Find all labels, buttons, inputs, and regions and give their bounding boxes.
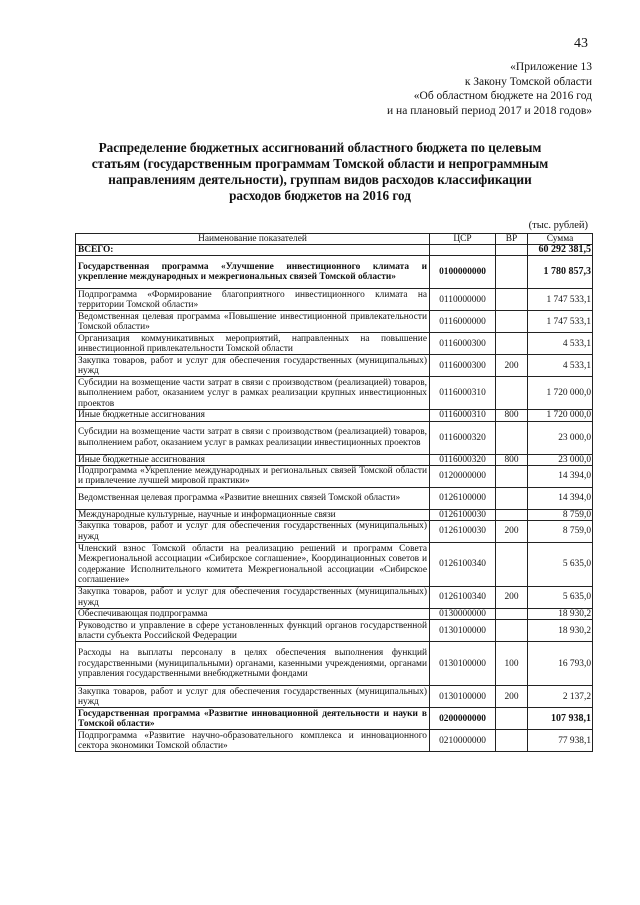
- cell-vr: [496, 708, 528, 730]
- table-body: [76, 245, 593, 752]
- cell-name: Субсидии на возмещение части затрат в связи с производством (реализацией) товаров, выполнением работ, оказанием услуг в рамках реализации инвестиционных проектов: [76, 421, 430, 454]
- table-row: [76, 454, 593, 465]
- cell-sum: 77 938,1: [528, 730, 593, 752]
- cell-csr: 0130100000: [430, 686, 496, 708]
- cell-sum: 4 533,1: [528, 333, 593, 355]
- annex-line: к Закону Томской области: [464, 75, 592, 88]
- table-row: [76, 487, 593, 509]
- cell-vr: [496, 543, 528, 587]
- table-row: [76, 620, 593, 642]
- cell-vr: 200: [496, 521, 528, 543]
- cell-vr: [496, 609, 528, 620]
- cell-sum: 18 930,2: [528, 620, 593, 642]
- cell-name: Обеспечивающая подпрограмма: [76, 609, 430, 620]
- cell-csr: 0116000310: [430, 410, 496, 421]
- table-row: [76, 730, 593, 752]
- cell-sum: 1 747 533,1: [528, 289, 593, 311]
- units-label: (тыс. рублей): [528, 220, 588, 231]
- cell-sum: 5 635,0: [528, 587, 593, 609]
- cell-sum: 1 747 533,1: [528, 311, 593, 333]
- cell-name: Руководство и управление в сфере установленных функций органов государственной власти субъекта Российской Федерации: [76, 620, 430, 642]
- cell-csr: 0116000300: [430, 333, 496, 355]
- header-csr: ЦСР: [430, 234, 496, 245]
- table-row: [76, 355, 593, 377]
- cell-vr: [496, 730, 528, 752]
- table-row: [76, 421, 593, 454]
- table-row: [76, 609, 593, 620]
- cell-name: Подпрограмма «Укрепление международных и региональных связей Томской области и привлечение лучшей мировой практики»: [76, 465, 430, 487]
- cell-name: Иные бюджетные ассигнования: [76, 454, 430, 465]
- cell-csr: 0100000000: [430, 256, 496, 289]
- cell-sum: 8 759,0: [528, 521, 593, 543]
- table-row: [76, 311, 593, 333]
- cell-name: Подпрограмма «Развитие научно-образовательного комплекса и инновационного сектора экономики Томской области»: [76, 730, 430, 752]
- title-line: направлениям деятельности), группам видов расходов классификации: [108, 172, 532, 187]
- cell-csr: 0126100340: [430, 587, 496, 609]
- cell-vr: 200: [496, 686, 528, 708]
- cell-name: Международные культурные, научные и информационные связи: [76, 509, 430, 520]
- title-line: Распределение бюджетных ассигнований областного бюджета по целевым: [98, 140, 542, 155]
- cell-vr: [496, 487, 528, 509]
- budget-table: [75, 233, 593, 752]
- cell-csr: [430, 245, 496, 256]
- table-row: [76, 686, 593, 708]
- annex-line: и на плановый период 2017 и 2018 годов»: [387, 104, 592, 117]
- cell-csr: 0120000000: [430, 465, 496, 487]
- header-name: Наименование показателей: [76, 234, 430, 245]
- cell-sum: 16 793,0: [528, 642, 593, 686]
- cell-sum: 2 137,2: [528, 686, 593, 708]
- cell-sum: 5 635,0: [528, 543, 593, 587]
- table-row: [76, 289, 593, 311]
- cell-vr: [496, 256, 528, 289]
- cell-sum: 8 759,0: [528, 509, 593, 520]
- cell-csr: 0130000000: [430, 609, 496, 620]
- cell-name: Субсидии на возмещение части затрат в связи с производством (реализацией) товаров, выполнением работ, оказанием услуг в рамках реализации крупных инвестиционных проектов: [76, 377, 430, 410]
- cell-csr: 0210000000: [430, 730, 496, 752]
- cell-vr: [496, 245, 528, 256]
- cell-vr: 800: [496, 410, 528, 421]
- cell-csr: 0116000300: [430, 355, 496, 377]
- cell-vr: [496, 289, 528, 311]
- cell-csr: 0116000310: [430, 377, 496, 410]
- table-header-row: [76, 234, 593, 245]
- table-row: [76, 410, 593, 421]
- cell-name: Подпрограмма «Формирование благоприятного инвестиционного климата на территории Томской области»: [76, 289, 430, 311]
- cell-vr: 200: [496, 355, 528, 377]
- cell-sum: 1 780 857,3: [528, 256, 593, 289]
- cell-csr: 0126100000: [430, 487, 496, 509]
- title-line: статьям (государственным программам Томской области и непрограммным: [91, 156, 549, 171]
- table-row: [76, 708, 593, 730]
- cell-name: Закупка товаров, работ и услуг для обеспечения государственных (муниципальных) нужд: [76, 355, 430, 377]
- table-row: [76, 642, 593, 686]
- cell-name: Закупка товаров, работ и услуг для обеспечения государственных (муниципальных) нужд: [76, 521, 430, 543]
- cell-vr: [496, 620, 528, 642]
- table-row: [76, 587, 593, 609]
- table-row: [76, 245, 593, 256]
- cell-sum: 14 394,0: [528, 487, 593, 509]
- cell-vr: 100: [496, 642, 528, 686]
- cell-sum: 60 292 381,5: [528, 245, 593, 256]
- cell-name: Членский взнос Томской области на реализацию решений и программ Совета Межрегиональной ассоциации «Сибирское соглашение», Координационных советов и содержание Исполнительного комитета Межрегиональной ассоциации «Сибирское соглашение»: [76, 543, 430, 587]
- cell-csr: 0126100030: [430, 509, 496, 520]
- title-line: расходов бюджетов на 2016 год: [229, 188, 411, 203]
- cell-vr: [496, 377, 528, 410]
- annex-header: [272, 60, 592, 118]
- cell-sum: 107 938,1: [528, 708, 593, 730]
- document-title: [80, 140, 560, 204]
- cell-csr: 0130100000: [430, 642, 496, 686]
- cell-sum: 23 000,0: [528, 454, 593, 465]
- cell-sum: 23 000,0: [528, 421, 593, 454]
- cell-sum: 4 533,1: [528, 355, 593, 377]
- cell-csr: 0110000000: [430, 289, 496, 311]
- cell-csr: 0126100030: [430, 521, 496, 543]
- table-row: [76, 377, 593, 410]
- table-row: [76, 521, 593, 543]
- cell-name: Ведомственная целевая программа «Развитие внешних связей Томской области»: [76, 487, 430, 509]
- cell-csr: 0200000000: [430, 708, 496, 730]
- annex-line: «Приложение 13: [510, 61, 592, 73]
- cell-vr: [496, 421, 528, 454]
- cell-vr: 200: [496, 587, 528, 609]
- header-vr: ВР: [496, 234, 528, 245]
- cell-vr: 800: [496, 454, 528, 465]
- table-row: [76, 333, 593, 355]
- cell-name: Закупка товаров, работ и услуг для обеспечения государственных (муниципальных) нужд: [76, 686, 430, 708]
- cell-name: Организация коммуникативных мероприятий, направленных на повышение инвестиционной привлекательности Томской области: [76, 333, 430, 355]
- table-row: [76, 543, 593, 587]
- cell-vr: [496, 509, 528, 520]
- cell-csr: 0126100340: [430, 543, 496, 587]
- cell-vr: [496, 311, 528, 333]
- cell-sum: 14 394,0: [528, 465, 593, 487]
- cell-sum: 18 930,2: [528, 609, 593, 620]
- cell-sum: 1 720 000,0: [528, 377, 593, 410]
- cell-name: Иные бюджетные ассигнования: [76, 410, 430, 421]
- cell-name: Закупка товаров, работ и услуг для обеспечения государственных (муниципальных) нужд: [76, 587, 430, 609]
- cell-csr: 0130100000: [430, 620, 496, 642]
- header-sum: Сумма: [528, 234, 593, 245]
- cell-csr: 0116000000: [430, 311, 496, 333]
- cell-csr: 0116000320: [430, 454, 496, 465]
- cell-sum: 1 720 000,0: [528, 410, 593, 421]
- cell-name: Ведомственная целевая программа «Повышение инвестиционной привлекательности Томской области»: [76, 311, 430, 333]
- cell-name: Государственная программа «Улучшение инвестиционного климата и укрепление международных и межрегиональных связей Томской области»: [76, 256, 430, 289]
- table-row: [76, 509, 593, 520]
- cell-name: ВСЕГО:: [76, 245, 430, 256]
- cell-name: Государственная программа «Развитие инновационной деятельности и науки в Томской области»: [76, 708, 430, 730]
- table-row: [76, 256, 593, 289]
- cell-csr: 0116000320: [430, 421, 496, 454]
- page-number: 43: [574, 36, 588, 51]
- table-row: [76, 465, 593, 487]
- cell-name: Расходы на выплаты персоналу в целях обеспечения выполнения функций государственными (муниципальными) органами, казенными учреждениями, органами управления государственными внебюджетными фондами: [76, 642, 430, 686]
- annex-line: «Об областном бюджете на 2016 год: [413, 90, 592, 102]
- cell-vr: [496, 465, 528, 487]
- cell-vr: [496, 333, 528, 355]
